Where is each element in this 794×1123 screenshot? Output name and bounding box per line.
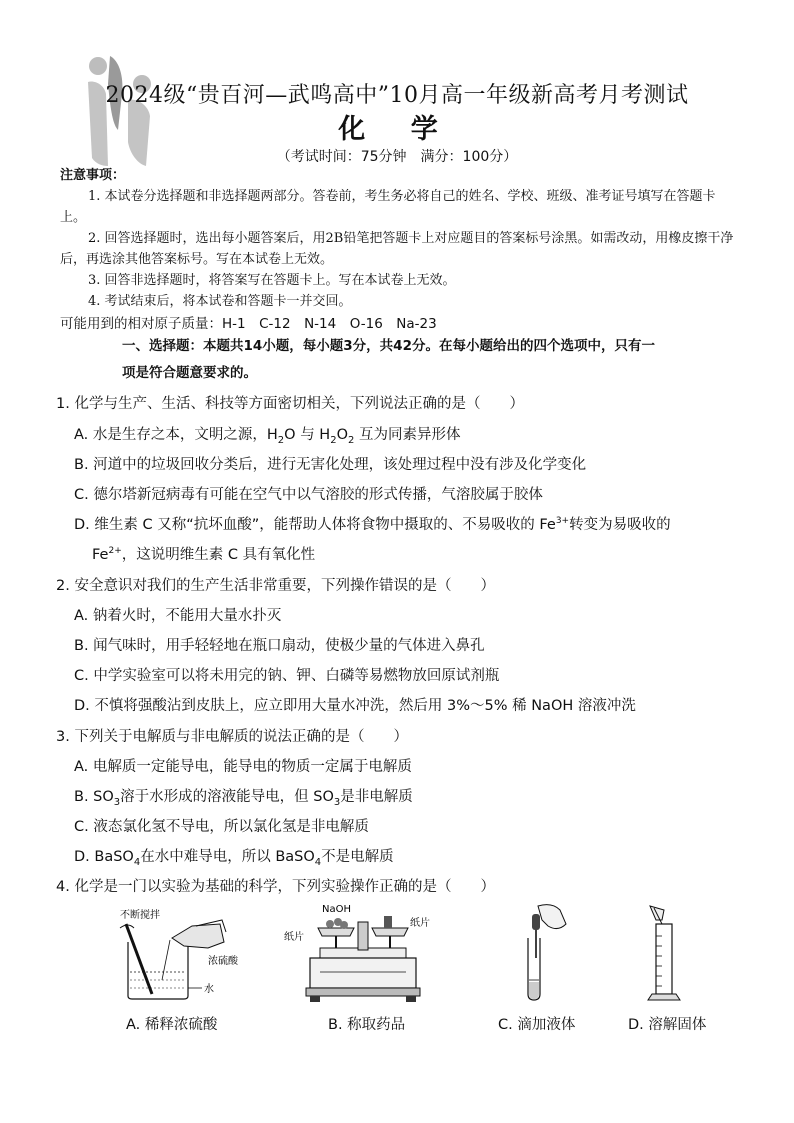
- instruction-item: 3. 回答非选择题时，将答案写在答题卡上。写在本试卷上无效。: [88, 273, 456, 288]
- section-instruction-cont: 项是符合题意要求的。: [122, 365, 257, 381]
- figure-a-diluting-acid: [112, 902, 252, 1002]
- question-3-option-d: D. BaSO$_4$在水中难导电，所以 BaSO$_4$不是电解质: [74, 849, 394, 868]
- question-2-stem: 2. 安全意识对我们的生产生活非常重要，下列操作错误的是（ ）: [56, 578, 495, 594]
- label-stir: 不断搅拌: [120, 910, 160, 921]
- instruction-item: 1. 本试卷分选择题和非选择题两部分。答卷前，考生务必将自己的姓名、学校、班级、准考证号填写在答题卡上。: [60, 189, 716, 225]
- question-1-option-b: B. 河道中的垃圾回收分类后，进行无害化处理，该处理过程中没有涉及化学变化: [74, 457, 587, 473]
- question-2-option-d: D. 不慎将强酸沾到皮肤上，应立即用大量水冲洗，然后用 3%～5% 稀 NaOH 溶液冲洗: [74, 698, 636, 714]
- question-4-stem: 4. 化学是一门以实验为基础的科学，下列实验操作正确的是（ ）: [56, 879, 495, 895]
- figure-d-caption: D. 溶解固体: [628, 1017, 707, 1033]
- instructions: [60, 165, 740, 312]
- question-3-option-a: A. 电解质一定能导电，能导电的物质一定属于电解质: [74, 759, 412, 775]
- atomic-masses: 可能用到的相对原子质量：H-1 C-12 N-14 O-16 Na-23: [60, 316, 437, 332]
- section-title: 一、选择题：本题共14小题，每小题3分，共42分。: [122, 338, 439, 354]
- subject-title: 化 学: [338, 114, 456, 145]
- instruction-item: 2. 回答选择题时，选出每小题答案后，用2B铅笔把答题卡上对应题目的答案标号涂黑。如需改动，用橡皮擦干净后，再选涂其他答案标号。写在本试卷上无效。: [60, 231, 734, 267]
- question-3-option-b: B. $SO_3$溶于水形成的溶液能导电，但 $SO_3$是非电解质: [74, 789, 413, 808]
- question-1-option-d: D. 维生素 C 又称“抗坏血酸”，能帮助人体将食物中摄取的、不易吸收的 $Fe^{3+}$转变为易吸收的: [74, 516, 671, 533]
- question-3-stem: 3. 下列关于电解质与非电解质的说法正确的是（ ）: [56, 729, 408, 745]
- section-instruction: 在每小题给出的四个选项中，只有一: [438, 338, 655, 354]
- label-paper-left: 纸片: [284, 932, 304, 943]
- instruction-item: 4. 考试结束后，将本试卷和答题卡一并交回。: [88, 294, 352, 309]
- figure-c-caption: C. 滴加液体: [498, 1017, 576, 1033]
- figure-b-caption: B. 称取药品: [328, 1017, 406, 1033]
- figure-c-dropper: [508, 902, 578, 1002]
- question-2-option-b: B. 闻气味时，用手轻轻地在瓶口扇动，使极少量的气体进入鼻孔: [74, 638, 485, 654]
- exam-time-info: （考试时间：75分钟 满分：100分）: [276, 149, 518, 165]
- section-heading: [122, 333, 742, 387]
- label-water: 水: [204, 984, 214, 995]
- question-1-stem: 1. 化学与生产、生活、科技等方面密切相关，下列说法正确的是（ ）: [56, 396, 524, 412]
- label-naoh: NaOH: [322, 904, 351, 915]
- label-paper-right: 纸片: [410, 918, 430, 929]
- question-2-option-c: C. 中学实验室可以将未用完的钠、钾、白磷等易燃物放回原试剂瓶: [74, 668, 500, 684]
- question-1-option-d-cont: $Fe^{2+}$，这说明维生素 C 具有氧化性: [92, 546, 316, 563]
- label-concentrated-acid: 浓硫酸: [208, 956, 238, 967]
- instructions-heading: 注意事项：: [60, 168, 126, 183]
- exam-title: 2024级“贵百河—武鸣高中”10月高一年级新高考月考测试: [105, 83, 689, 108]
- figure-b-balance: [280, 902, 440, 1002]
- question-1-option-a: A. 水是生存之本，文明之源，$H_2O$ 与 $H_2O_2$ 互为同素异形体: [74, 427, 461, 446]
- figure-a-caption: A. 稀释浓硫酸: [126, 1017, 218, 1033]
- question-1-option-c: C. 德尔塔新冠病毒有可能在空气中以气溶胶的形式传播，气溶胶属于胶体: [74, 487, 543, 503]
- question-2-option-a: A. 钠着火时，不能用大量水扑灭: [74, 608, 282, 624]
- figure-d-cylinder: [640, 902, 700, 1002]
- question-3-option-c: C. 液态氯化氢不导电，所以氯化氢是非电解质: [74, 819, 369, 835]
